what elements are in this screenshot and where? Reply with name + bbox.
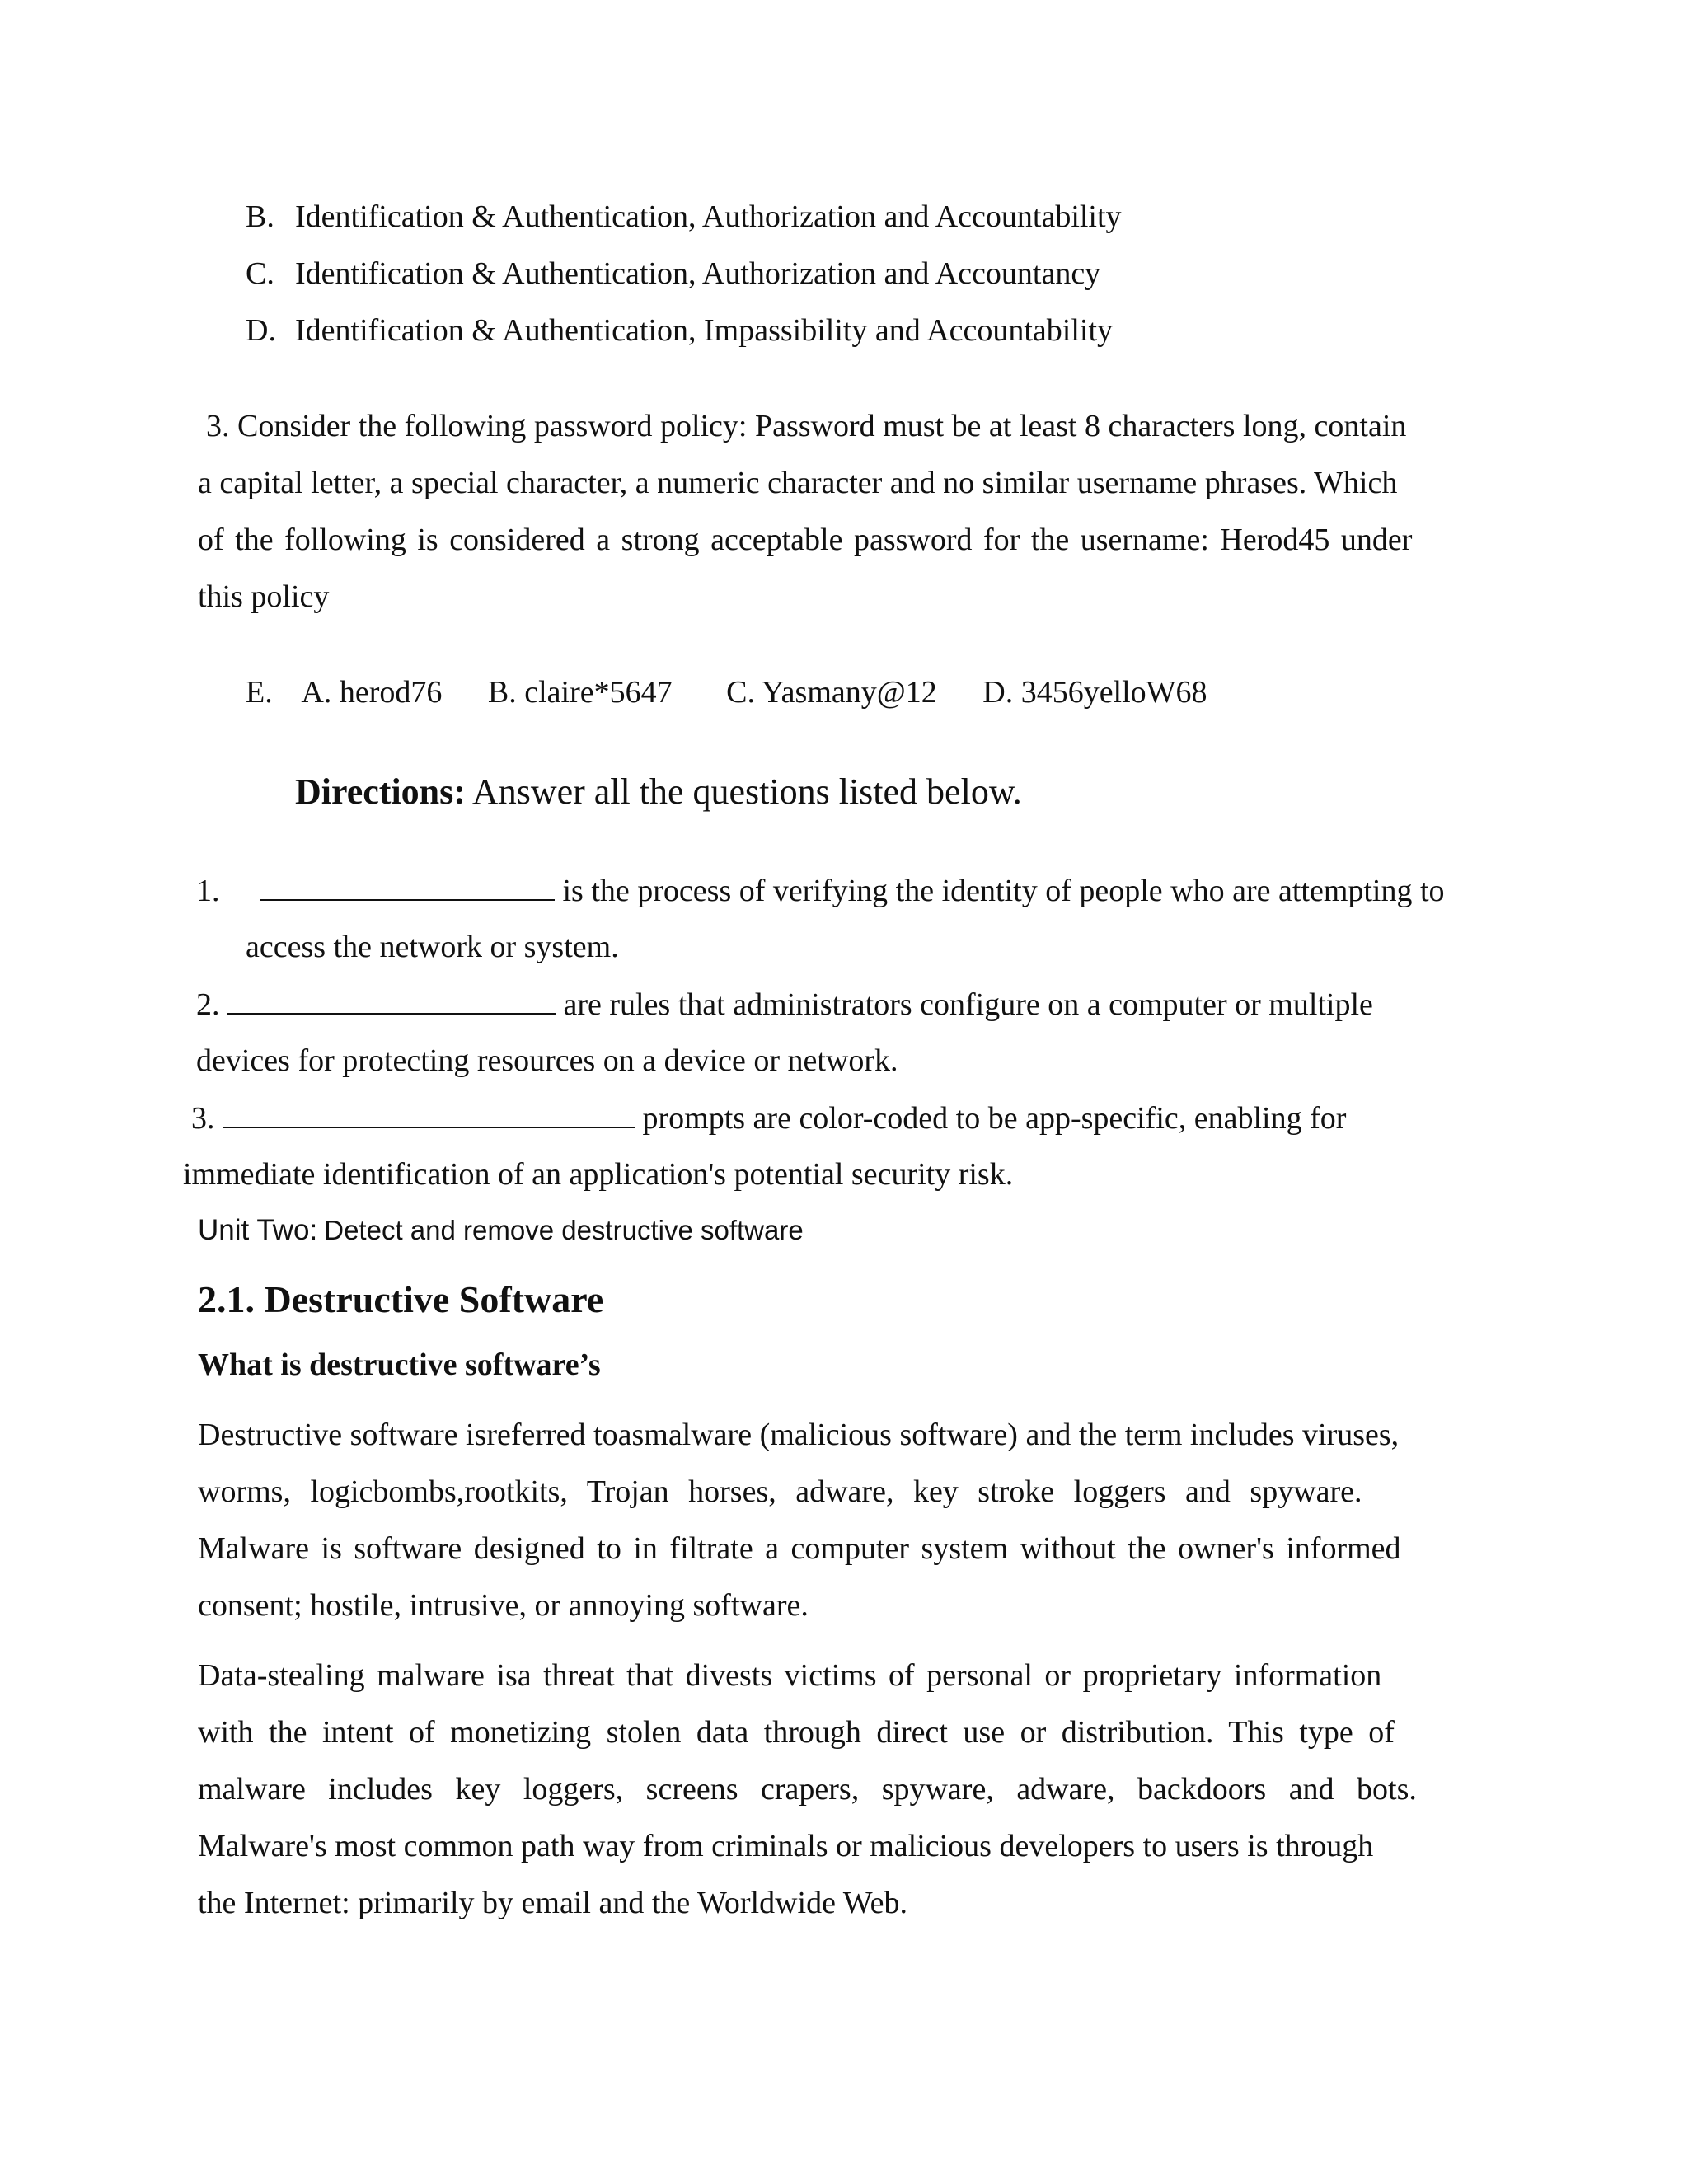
option-d: D. 3456yelloW68 <box>982 675 1207 710</box>
option-a: A. herod76 <box>301 675 443 710</box>
question-text: access the network or system. <box>246 930 619 964</box>
section-subheading: What is destructive software’s <box>198 1347 601 1382</box>
answer-blank-1[interactable] <box>260 871 555 901</box>
section-heading: 2.1. Destructive Software <box>198 1278 604 1320</box>
fill-in-q2-cont <box>196 1042 898 1080</box>
question3-text-4: this policy <box>198 579 330 614</box>
para-text: malware includes key loggers, screens crapers, spyware, adware, backdoors and bots. <box>198 1772 1417 1807</box>
question-number: 1. <box>196 874 220 908</box>
answer-blank-2[interactable] <box>227 985 556 1015</box>
option-text: Identification & Authentication, Authorization and Accountability <box>295 199 1122 234</box>
answer-blank-3[interactable] <box>223 1099 635 1128</box>
mc-option-c <box>246 255 1100 293</box>
question3-line-3 <box>198 521 1479 559</box>
directions <box>295 771 1022 813</box>
fill-in-q1 <box>196 871 1445 910</box>
fill-in-q3 <box>191 1099 1346 1137</box>
question3-line-2 <box>198 464 1479 502</box>
question3-line-4 <box>198 578 329 616</box>
option-c: C. Yasmany@12 <box>726 675 937 710</box>
para2-line-3 <box>198 1770 1465 1808</box>
option-letter: E. <box>246 675 273 710</box>
question-text: devices for protecting resources on a device or network. <box>196 1043 898 1078</box>
unit-header <box>198 1212 804 1255</box>
mc-option-d <box>246 312 1113 349</box>
question3-text-2: a capital letter, a special character, a numeric character and no similar username phrases. Which <box>198 466 1398 500</box>
fill-in-q2 <box>196 985 1373 1024</box>
para-text: Malware is software designed to in filtrate a computer system without the owner's informed <box>198 1531 1401 1566</box>
directions-label: Directions: <box>295 771 466 812</box>
para2-line-1 <box>198 1657 1465 1694</box>
mc-option-b <box>246 198 1122 236</box>
para-text: Data-stealing malware isa threat that divests victims of personal or proprietary information <box>198 1658 1382 1693</box>
question-text: are rules that administrators configure on a computer or multiple <box>563 987 1373 1022</box>
option-letter: B. <box>246 199 274 234</box>
option-text: Identification & Authentication, Authorization and Accountancy <box>295 256 1101 291</box>
unit-title: Detect and remove destructive software <box>324 1215 804 1245</box>
fill-in-q3-cont <box>183 1155 1013 1193</box>
fill-in-q1-cont <box>246 928 619 966</box>
question3-options <box>246 673 1207 711</box>
question-text: is the process of verifying the identity of people who are attempting to <box>562 874 1445 908</box>
option-b: B. claire*5647 <box>487 675 673 710</box>
question3-text-3: of the following is considered a strong acceptable password for the username: Herod45 under <box>198 523 1413 557</box>
para1-line-4 <box>198 1586 809 1624</box>
para-text: the Internet: primarily by email and the Worldwide Web. <box>198 1886 907 1920</box>
para1-line-3 <box>198 1530 1465 1568</box>
directions-text: Answer all the questions listed below. <box>471 771 1022 812</box>
para-text: with the intent of monetizing stolen data through direct use or distribution. This type of <box>198 1715 1395 1750</box>
option-text: Identification & Authentication, Impassibility and Accountability <box>295 313 1114 348</box>
question3-text-1: 3. Consider the following password policy: Password must be at least 8 characters long, contain <box>206 409 1407 443</box>
question-text: prompts are color-coded to be app-specific, enabling for <box>642 1101 1347 1136</box>
para2-line-2 <box>198 1713 1465 1751</box>
para-text: consent; hostile, intrusive, or annoying software. <box>198 1588 809 1623</box>
para-text: Destructive software isreferred toasmalware (malicious software) and the term includes viruses, <box>198 1418 1400 1452</box>
para-text: Malware's most common path way from criminals or malicious developers to users is through <box>198 1829 1374 1863</box>
para1-line-2 <box>198 1473 1465 1511</box>
question-number: 3. <box>191 1101 215 1136</box>
option-letter: D. <box>246 313 276 348</box>
option-letter: C. <box>246 256 274 291</box>
para2-line-4 <box>198 1827 1465 1865</box>
para1-line-1 <box>198 1416 1465 1454</box>
question-number: 2. <box>196 987 220 1022</box>
para-text: worms, logicbombs,rootkits, Trojan horses, adware, key stroke loggers and spyware. <box>198 1474 1362 1509</box>
unit-label: Unit Two: <box>198 1214 318 1246</box>
question3-line-1 <box>206 407 1479 445</box>
para2-line-5 <box>198 1884 907 1922</box>
question-text: immediate identification of an application's potential security risk. <box>183 1157 1014 1192</box>
